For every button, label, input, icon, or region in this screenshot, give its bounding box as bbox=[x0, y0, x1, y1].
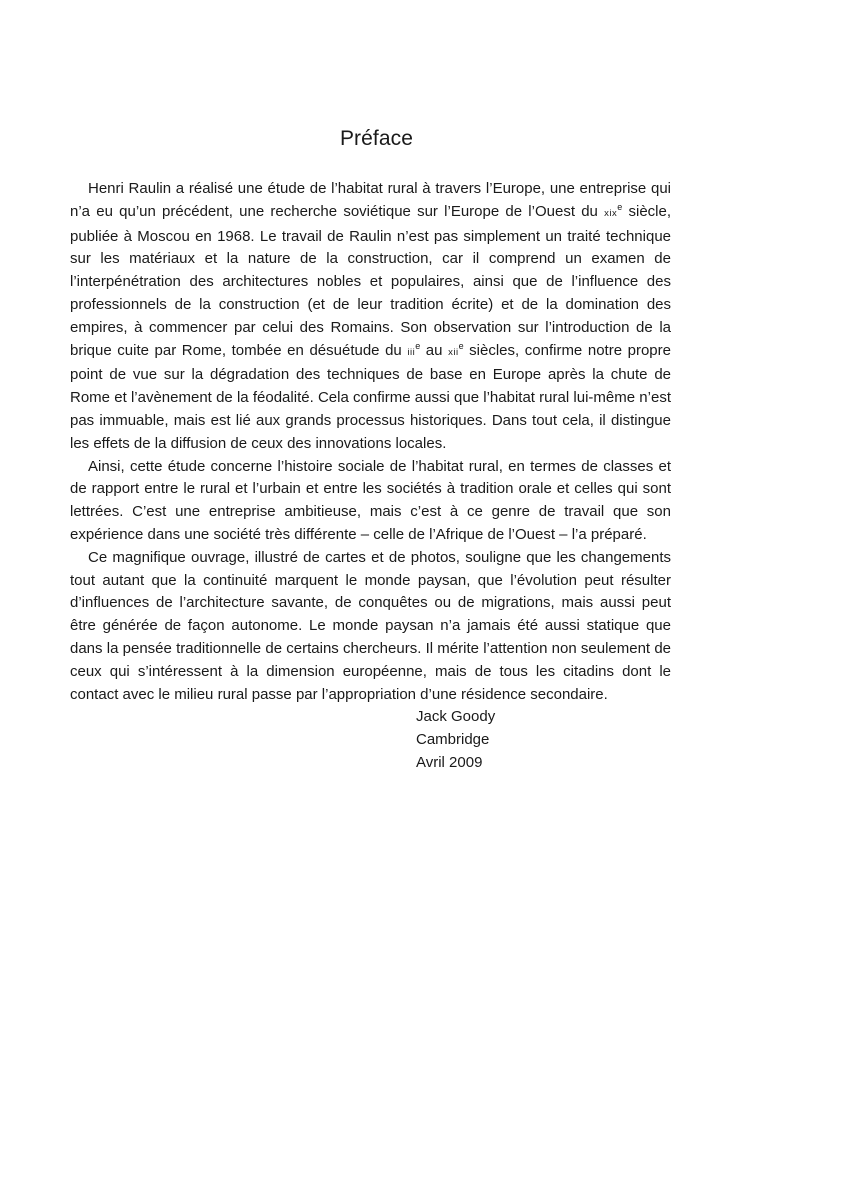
paragraph-2: Ainsi, cette étude concerne l’histoire sociale de l’habitat rural, en termes de classes et de rapport entre le rural et l’urbain et entre les sociétés à tradition orale et celles qui sont lettrées. C’est une entreprise ambitieuse, mais c’est à ce genre de travail que son expérience dans une société très différente – celle de l’Afrique de l’Ouest – l’a préparé. bbox=[70, 457, 671, 543]
signature-author: Jack Goody bbox=[416, 708, 496, 726]
signature-date: Avril 2009 bbox=[416, 753, 483, 771]
page-title: Préface bbox=[339, 127, 414, 150]
small-caps-numeral: xix bbox=[604, 207, 618, 219]
paragraph-1: Henri Raulin a réalisé une étude de l’habitat rural à travers l’Europe, une entreprise qui n’a eu qu’un précédent, une recherche soviétique sur l’Europe de l’Ouest du xix$^e$ siècle, publiée à Moscou en 1968. Le travail de Raulin n’est pas simplement un traité technique sur les matériaux et la nature de la construction, car il comprend un examen de l’interpénétration des architectures nobles et populaires, ainsi que de l’influence des professionnels de la construction (et de leur tradition écrite) et de la domination des empires, à commencer par celui des Romains. Son observation sur l’introduction de la brique cuite par Rome, tombée en désuétude du iii$^e$ au xii$^e$ siècles, confirme notre propre point de vue sur la dégradation des techniques de base en Europe après la chute de Rome et l’avènement de la féodalité. Cela confirme aussi que l’habitat rural lui-même n’est pas immuable, mais est lié aux grands processus historiques. Dans tout cela, il distingue les effets de la diffusion de ceux des innovations locales. bbox=[70, 180, 672, 452]
preface-body bbox=[70, 178, 671, 706]
superscript: e bbox=[415, 340, 421, 351]
small-caps-numeral: xii bbox=[448, 346, 459, 358]
paragraph-3: Ce magnifique ouvrage, illustré de cartes et de photos, souligne que les changements tout autant que la continuité marquent le monde paysan, que l’évolution peut résulter d’influences de l’architecture savante, de conquêtes ou de migrations, mais aussi peut être générée de façon autonome. Le monde paysan n’a jamais été aussi statique que dans la pensée traditionnelle de certains chercheurs. Il mérite l’attention non seulement de ceux qui s’intéressent à la dimension européenne, mais de tous les citadins dont le contact avec le milieu rural passe par l’appropriation d’une résidence secondaire. bbox=[70, 548, 671, 703]
signature-block bbox=[416, 706, 671, 774]
small-caps-numeral: iii bbox=[407, 346, 416, 358]
signature-place: Cambridge bbox=[416, 731, 490, 749]
superscript: e bbox=[617, 201, 623, 212]
superscript: e bbox=[458, 340, 464, 351]
page bbox=[70, 124, 671, 775]
